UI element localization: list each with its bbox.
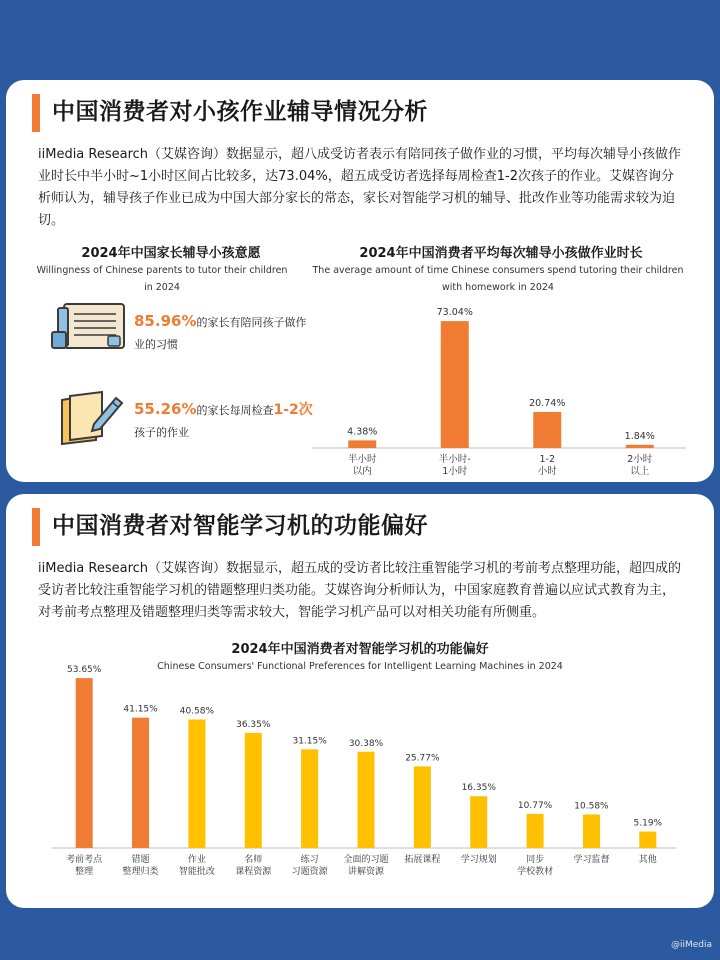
left-chart-subtitle: Willingness of Chinese parents to tutor their children in 2024 — [36, 265, 288, 293]
category-label-7-0: 学习规划 — [460, 855, 497, 865]
data-label-2: 20.74% — [529, 397, 566, 409]
category-label-6-0: 拓展课程 — [404, 855, 441, 865]
bar-6 — [414, 766, 431, 848]
data-label-1: 73.04% — [436, 307, 473, 319]
category-label-5-1: 讲解资源 — [347, 867, 385, 877]
category-label-0-1: 以内 — [352, 466, 372, 477]
category-label-8-0: 同步 — [526, 855, 545, 865]
bar-0 — [348, 440, 376, 448]
data-label-0: 53.65% — [67, 665, 102, 676]
stat-accompany-text-a: 的家长有陪同孩子做作 — [196, 316, 307, 329]
data-label-2: 40.58% — [179, 706, 215, 717]
stat-accompany-pct: 85.96% — [134, 312, 197, 330]
data-label-3: 36.35% — [236, 719, 271, 730]
category-label-0-1: 整理 — [75, 867, 94, 877]
card1-header — [6, 80, 714, 136]
pencil-book-icon — [56, 390, 124, 446]
bar-3 — [626, 445, 654, 448]
title-accent-bar — [32, 94, 40, 132]
card1-title: 中国消费者对小孩作业辅导情况分析 — [52, 99, 428, 125]
category-label-4-1: 习题资源 — [291, 867, 328, 877]
notebook-icon — [50, 302, 128, 352]
card2-header — [6, 494, 714, 550]
bar-10 — [639, 832, 656, 848]
category-label-1-0: 错题 — [131, 855, 150, 865]
stat-accompany-text-b: 业的习惯 — [134, 338, 178, 351]
right-chart-subtitle: The average amount of time Chinese consumers spend tutoring their children with homework in 2024 — [312, 265, 684, 293]
category-label-2-1: 小时 — [537, 466, 557, 477]
category-label-9-0: 学习监督 — [573, 855, 610, 865]
bar-7 — [470, 796, 487, 848]
title-accent-bar — [32, 508, 40, 546]
left-chart-title: 2024年中国家长辅导小孩意愿 — [81, 246, 261, 261]
category-label-5-0: 全面的习题 — [343, 855, 389, 865]
category-label-10-0: 其他 — [638, 855, 657, 865]
category-label-1-0: 半小时- — [438, 454, 471, 465]
card2-title: 中国消费者对智能学习机的功能偏好 — [52, 513, 428, 539]
category-label-1-1: 1小时 — [442, 466, 468, 477]
stat-weekly-check-pct: 55.26% — [134, 400, 197, 418]
category-label-3-1: 课程资源 — [235, 867, 272, 877]
bar-1 — [132, 718, 149, 848]
bar-1 — [441, 321, 469, 448]
bar-5 — [358, 752, 375, 848]
watermark: @iiMedia — [670, 940, 712, 950]
data-label-7: 16.35% — [461, 783, 496, 794]
data-label-4: 31.15% — [292, 736, 327, 747]
category-label-4-0: 练习 — [300, 855, 319, 865]
tutoring-time-bar-chart — [306, 300, 696, 482]
data-label-9: 10.58% — [574, 801, 609, 812]
stat-weekly-check-highlight: 1-2次 — [273, 402, 313, 418]
data-label-1: 41.15% — [123, 704, 158, 715]
data-label-10: 5.19% — [633, 818, 663, 829]
stat-weekly-check — [134, 398, 314, 444]
category-label-8-1: 学校教材 — [517, 867, 554, 877]
category-label-2-1: 智能批改 — [178, 867, 215, 877]
right-chart-title: 2024年中国消费者平均每次辅导小孩做作业时长 — [359, 246, 643, 261]
stat-weekly-check-text-b: 孩子的作业 — [134, 426, 189, 439]
data-label-5: 30.38% — [348, 738, 384, 749]
chart2-title: 2024年中国消费者对智能学习机的功能偏好 — [231, 642, 489, 657]
category-label-3-1: 以上 — [630, 466, 650, 477]
bar-4 — [301, 749, 318, 848]
category-label-3-0: 名师 — [244, 855, 263, 865]
stat-weekly-check-text-a: 的家长每周检查 — [196, 404, 274, 417]
category-label-1-1: 整理归类 — [122, 867, 159, 877]
chart2-subtitle: Chinese Consumers' Functional Preferences for Intelligent Learning Machines in 2024 — [157, 661, 563, 672]
card-homework-tutoring — [6, 80, 714, 482]
category-label-2-0: 作业 — [187, 855, 206, 865]
bar-3 — [245, 733, 262, 848]
card1-paragraph: iiMedia Research（艾媒咨询）数据显示，超八成受访者表示有陪同孩子做作业的习惯，平均每次辅导小孩做作业时长中半小时~1小时区间占比较多，达73.04%，超五成受访者选择每周检查1-2次孩子的作业。艾媒咨询分析师认为，辅导孩子作业已成为中国大部分家长的常态，家长对智能学习机的辅导、批改作业等功能需求较为迫切。 — [38, 147, 682, 228]
bar-2 — [188, 719, 205, 848]
data-label-8: 10.77% — [517, 800, 553, 811]
category-label-0-0: 考前考点 — [66, 855, 103, 865]
card-learning-machine-preferences — [6, 494, 714, 908]
bar-8 — [527, 814, 544, 848]
bar-2 — [533, 412, 561, 448]
card2-paragraph: iiMedia Research（艾媒咨询）数据显示，超五成的受访者比较注重智能学习机的考前考点整理功能，超四成的受访者比较注重智能学习机的错题整理归类功能。艾媒咨询分析师认为，中国家庭教育普遍以应试式教育为主，对考前考点整理及错题整理归类等需求较大，智能学习机产品可以对相关功能有所侧重。 — [38, 561, 682, 620]
bar-0 — [76, 678, 93, 848]
bar-9 — [583, 814, 600, 848]
data-label-0: 4.38% — [347, 426, 378, 438]
data-label-3: 1.84% — [624, 430, 655, 442]
category-label-3-0: 2小时 — [627, 454, 653, 465]
stat-accompany — [134, 310, 314, 356]
data-label-6: 25.77% — [405, 753, 440, 764]
category-label-2-0: 1-2 — [539, 454, 556, 465]
category-label-0-0: 半小时 — [347, 454, 377, 465]
